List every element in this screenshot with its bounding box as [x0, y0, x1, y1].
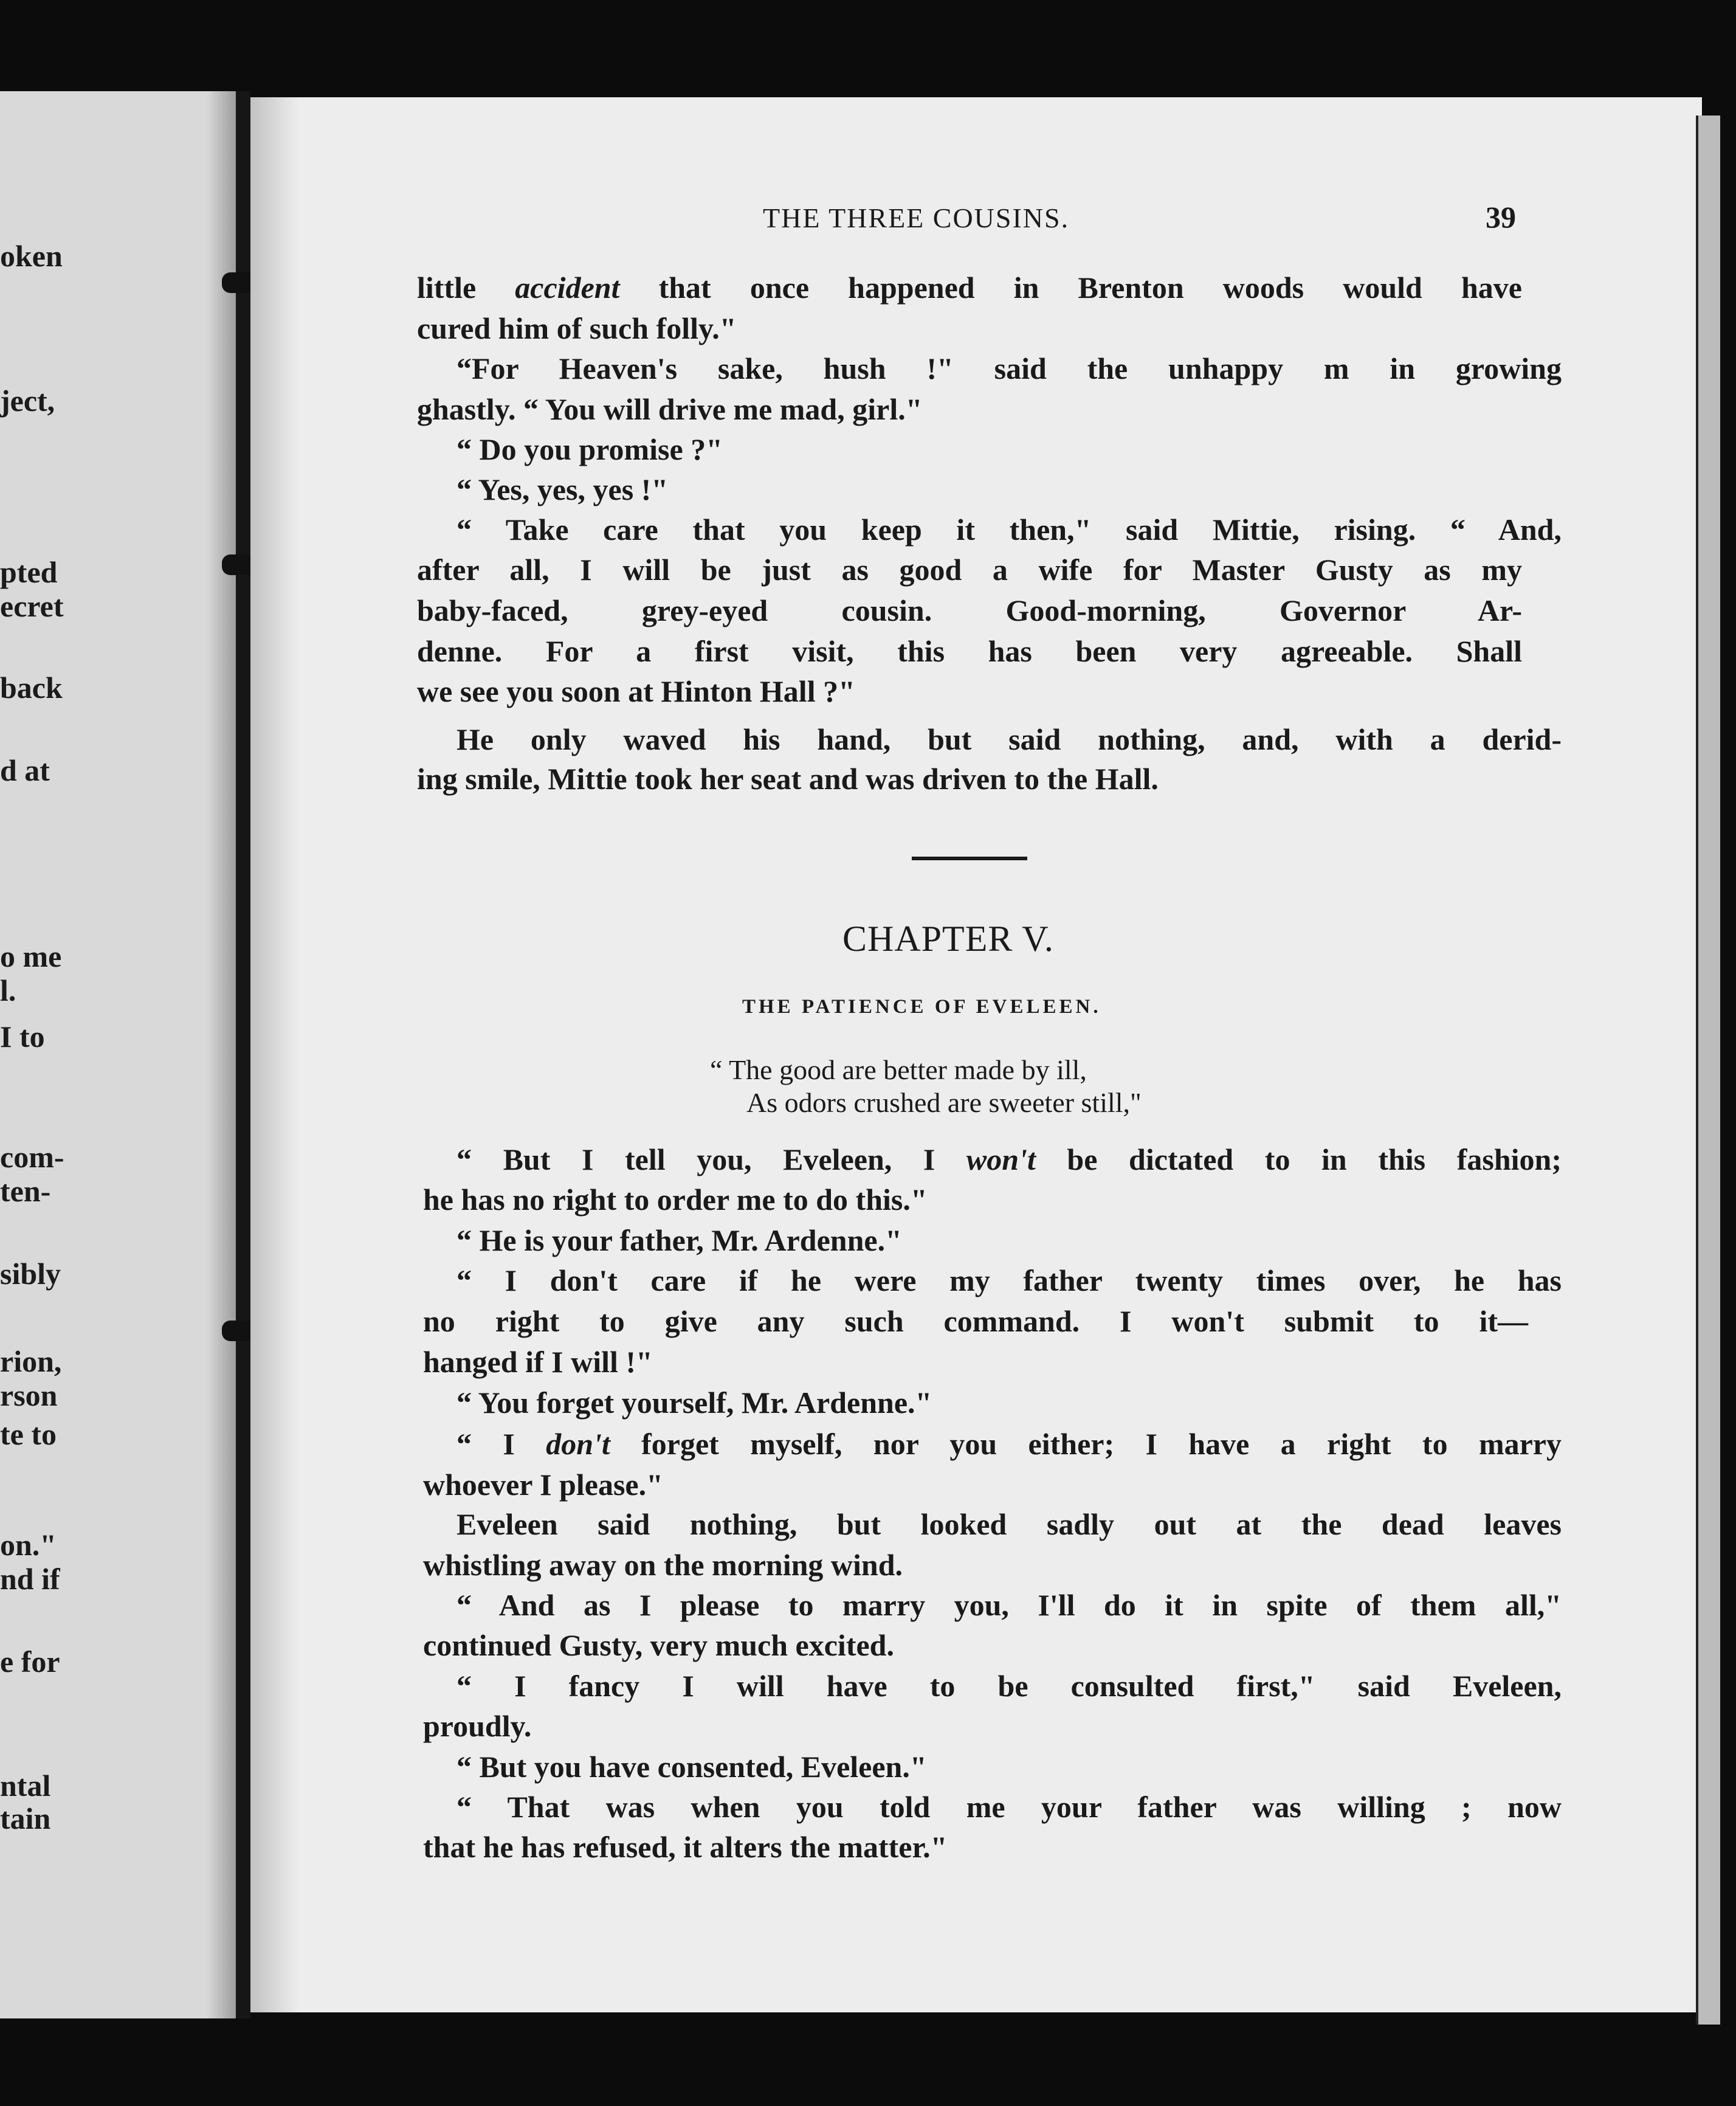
text-line: Eveleen said nothing, but looked sadly out at the dead leaves — [456, 1507, 1562, 1541]
text-line: baby-faced, grey-eyed cousin. Good-morning, Governor Ar- — [417, 593, 1522, 627]
left-page-fragment: ten- — [0, 1174, 51, 1208]
text-line: “ I fancy I will have to be consulted first," said Eveleen, — [456, 1669, 1562, 1703]
text-line: whoever I please." — [423, 1468, 663, 1502]
text-line: He only waved his hand, but said nothing, and, with a derid- — [456, 722, 1562, 756]
left-page — [0, 91, 243, 2018]
text-line: that he has refused, it alters the matter." — [423, 1830, 948, 1864]
text-line: whistling away on the morning wind. — [423, 1548, 903, 1582]
left-page-fragment: ecret — [0, 589, 64, 623]
text-line: “ You forget yourself, Mr. Ardenne." — [456, 1386, 932, 1420]
epigraph-line: “ The good are better made by ill, — [710, 1054, 1087, 1085]
text-line: ing smile, Mittie took her seat and was driven to the Hall. — [417, 762, 1159, 796]
left-page-fragment: ntal — [0, 1769, 51, 1803]
text-line: he has no right to order me to do this." — [423, 1182, 928, 1217]
text-line: “ But I tell you, Eveleen, I won't be dictated to in this fashion; — [456, 1142, 1562, 1176]
text-line: we see you soon at Hinton Hall ?" — [417, 674, 855, 708]
left-page-fragment: on." — [0, 1528, 57, 1562]
page-edge — [1696, 116, 1720, 2025]
section-rule — [912, 857, 1027, 860]
left-page-fragment: rion, — [0, 1344, 62, 1378]
left-page-fragment: d at — [0, 753, 50, 787]
text-line: proudly. — [423, 1709, 532, 1743]
text-line: “ I don't care if he were my father twenty times over, he has — [456, 1263, 1562, 1297]
text-line: denne. For a first visit, this has been very agreeable. Shall — [417, 634, 1522, 668]
left-page-fragment: ject, — [0, 384, 55, 418]
left-page-fragment: rson — [0, 1378, 58, 1412]
running-title: THE THREE COUSINS. — [763, 202, 1070, 233]
text-line: after all, I will be just as good a wife for Master Gusty as my — [417, 553, 1522, 587]
text-line: little accident that once happened in Brenton woods would have — [417, 271, 1522, 305]
left-page-fragment: nd if — [0, 1562, 60, 1596]
left-page-fragment: e for — [0, 1645, 60, 1679]
epigraph-line: As odors crushed are sweeter still," — [746, 1087, 1142, 1118]
text-line: “ Take care that you keep it then," said Mittie, rising. “ And, — [456, 513, 1562, 547]
text-line: “ That was when you told me your father was willing ; now — [456, 1790, 1562, 1824]
left-page-fragment: oken — [0, 239, 63, 273]
left-page-fragment: te to — [0, 1417, 57, 1451]
left-page-fragment: pted — [0, 555, 58, 589]
left-page-text — [0, 91, 76, 2018]
text-line: “ But you have consented, Eveleen." — [456, 1750, 927, 1784]
left-page-fragment: back — [0, 671, 63, 705]
text-line: no right to give any such command. I won't submit to it— — [423, 1304, 1528, 1338]
text-line: “For Heaven's sake, hush !" said the unhappy m in growing — [456, 351, 1562, 385]
text-line: cured him of such folly." — [417, 311, 737, 345]
chapter-subtitle: THE PATIENCE OF EVELEEN. — [742, 996, 1101, 1018]
chapter-title: CHAPTER V. — [842, 919, 1054, 959]
text-line: “ Yes, yes, yes !" — [456, 472, 669, 506]
text-line: “ Do you promise ?" — [456, 432, 723, 466]
text-line: “ He is your father, Mr. Ardenne." — [456, 1223, 902, 1257]
left-page-fragment: tain — [0, 1801, 51, 1835]
text-line: continued Gusty, very much excited. — [423, 1628, 894, 1662]
left-page-fragment: com- — [0, 1140, 64, 1174]
left-page-fragment: sibly — [0, 1257, 61, 1291]
left-page-fragment: l. — [0, 973, 16, 1007]
left-page-fragment: I to — [0, 1020, 45, 1054]
text-line: ghastly. “ You will drive me mad, girl." — [417, 392, 923, 426]
book-gutter — [236, 91, 250, 2018]
text-line: hanged if I will !" — [423, 1345, 653, 1379]
left-page-fragment: o me — [0, 939, 62, 973]
page-number: 39 — [1486, 200, 1516, 234]
text-line: “ And as I please to marry you, I'll do it in spite of them all," — [456, 1588, 1562, 1622]
text-line: “ I don't forget myself, nor you either; I have a right to marry — [456, 1427, 1562, 1461]
